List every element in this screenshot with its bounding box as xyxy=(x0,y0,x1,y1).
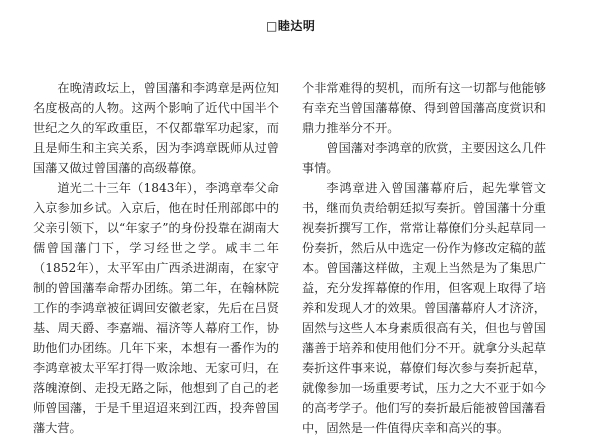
right-column xyxy=(302,78,546,438)
article-byline: □睦达明 xyxy=(266,19,316,33)
paragraph: 在晚清政坛上，曾国藩和李鸿章是两位知名度极高的人物。这两个影响了近代中国半个世纪之久的军政重臣，不仅都靠军功起家，而且是师生和主宾关系，因为李鸿章既师从过曾国藩又做过曾国藩的高级幕僚。 xyxy=(33,81,279,175)
left-column xyxy=(33,78,279,438)
paragraph: 李鸿章进入曾国藩幕府后，起先掌管文书，继而负责给朝廷拟写奏折。曾国藩十分重视奏折撰写工作，常常让幕僚们分头起草同一份奏折，然后从中选定一份作为修改定稿的蓝本。曾国藩这样做，主观上当然是为了集思广益，充分发挥幕僚的作用，但客观上取得了培养和发现人才的效果。曾国藩幕府人才济济，固然与这些人本身素质很高有关，但也与曾国藩善于培养和使用他们分不开。就拿分头起草奏折这件事来说，幕僚们每次参与奏折起草，就像参加一场重要考试，压力之大不亚于如今的高考学子。他们写的奏折最后能被曾国藩看中，固然是一件值得庆幸和高兴的事。 xyxy=(302,181,546,435)
paragraph: 道光二十三年（1843年），李鸿章奉父命入京参加乡试。入京后，他在时任刑部郎中的父亲引领下，以“年家子”的身份投靠在湖南大儒曾国藩门下，学习经世之学。咸丰二年（1852年），太平军由广西杀进湖南，在家守制的曾国藩奉命帮办团练。第二年，在翰林院工作的李鸿章被征调回安徽老家，先后在吕贤基、周天爵、李嘉端、福济等人幕府工作，协助他们办团练。几年下来，本想有一番作为的李鸿章被太平军打得一败涂地、无家可归，在落魄潦倒、走投无路之际，他想到了自己的老师曾国藩，于是千里迢迢来到江西，投奔曾国藩大营。 xyxy=(33,181,279,435)
paragraph: 曾国藩对李鸿章的欣赏，主要因这么几件事情。 xyxy=(302,141,546,175)
paragraph: 个非常难得的契机，而所有这一切都与他能够有幸充当曾国藩幕僚、得到曾国藩高度赏识和鼎力推举分不开。 xyxy=(302,81,546,135)
